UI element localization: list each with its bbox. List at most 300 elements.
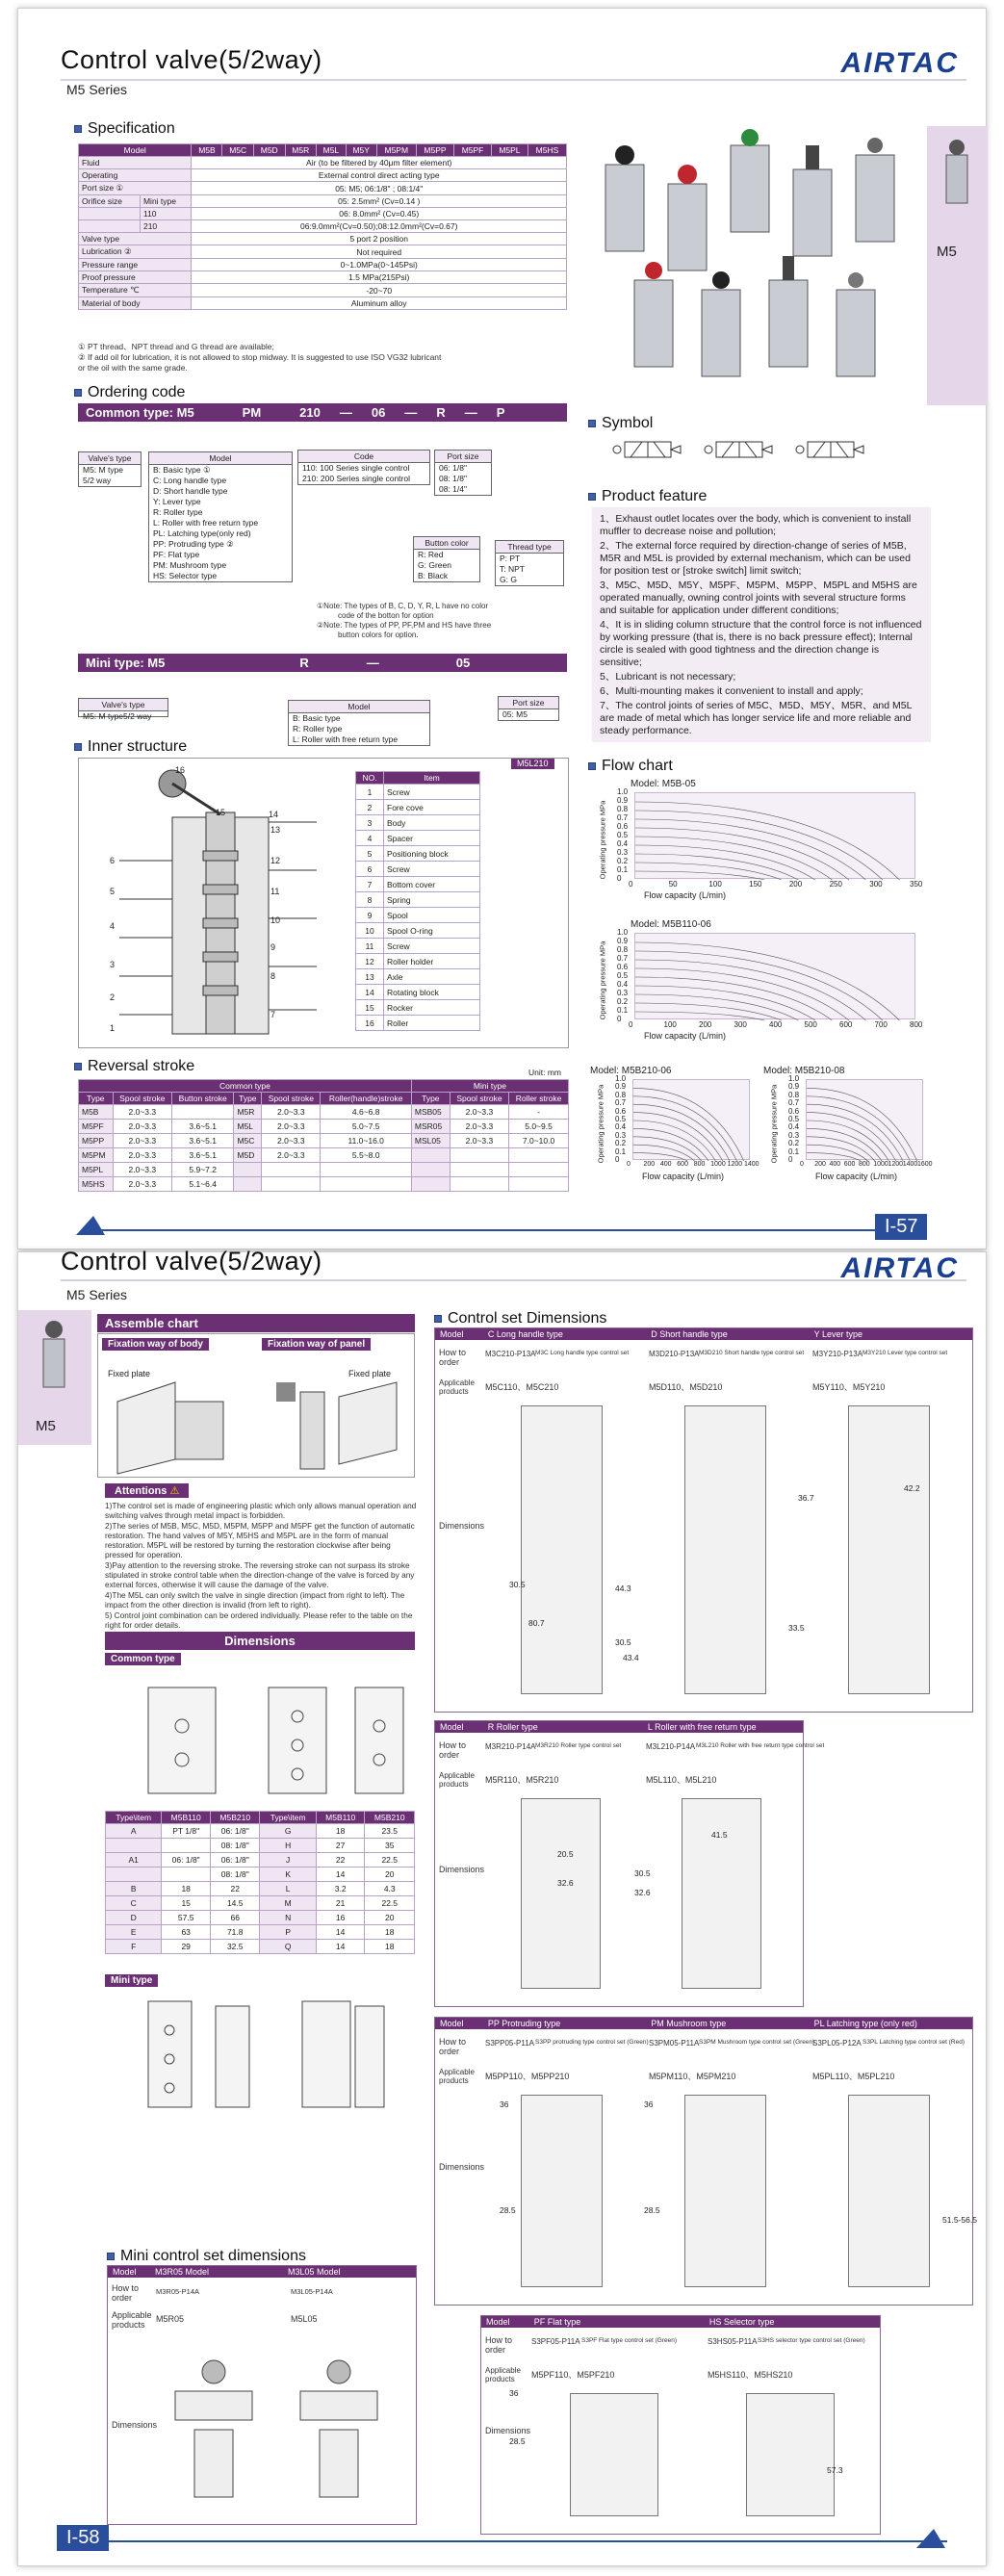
group-header (435, 1328, 972, 1340)
part-item: Fore cove (384, 800, 480, 815)
group-common: Common type (79, 1080, 412, 1093)
y-tick-label: 0.2 (788, 1139, 800, 1148)
reversal-header-cell: Roller(handle)stroke (321, 1093, 411, 1105)
x-tick-label: 300 (869, 880, 883, 889)
spec-row (79, 233, 567, 245)
x-tick-label: 500 (804, 1020, 817, 1029)
box-title: Button color (414, 537, 479, 550)
reversal-cell: M5D (234, 1148, 262, 1163)
part-no: 11 (356, 939, 384, 954)
y-tick-label: 0.5 (617, 971, 629, 980)
group-mini: Mini type (411, 1080, 568, 1093)
dim-cell: 63 (162, 1925, 211, 1940)
reversal-cell (262, 1177, 321, 1192)
dimension-drawing (521, 1405, 603, 1694)
order-type: M3C Long handle type control set (535, 1350, 630, 1356)
spec-header-cell: M5D (253, 144, 285, 157)
flow-chart-plot (806, 1079, 923, 1160)
dimension-value: 28.5 (509, 2436, 526, 2446)
pressure-curve (635, 819, 865, 880)
part-item: Roller holder (384, 954, 480, 969)
dimensions-label: Dimensions (439, 1865, 485, 1874)
dimension-drawing (746, 2393, 835, 2516)
dimension-drawing (682, 1798, 762, 1989)
x-tick-label: 300 (734, 1020, 747, 1029)
dim-cell: 71.8 (211, 1925, 260, 1940)
dim-cell: 22 (211, 1882, 260, 1896)
box-row: T: NPT (500, 564, 525, 574)
parts-row (356, 954, 480, 969)
product-photo (577, 126, 923, 405)
part-item: Spool (384, 908, 480, 923)
x-tick-label: 700 (874, 1020, 888, 1029)
pressure-curve (807, 1096, 910, 1161)
control-set-group (434, 1720, 825, 2007)
reversal-header-cell: Spool stroke (262, 1093, 321, 1105)
assemble-heading: Assemble chart (97, 1314, 415, 1332)
dim-cell: D (106, 1911, 162, 1925)
dim-cell: C (106, 1896, 162, 1911)
callout-number: 3 (110, 960, 116, 969)
part-no: 7 (356, 877, 384, 892)
x-tick-label: 800 (859, 1161, 870, 1168)
spec-heading: Specification (74, 120, 175, 138)
spec-header-cell: M5L (317, 144, 347, 157)
reversal-cell: 5.0~7.5 (321, 1120, 411, 1134)
reversal-cell: 4.6~6.8 (321, 1105, 411, 1120)
dimension-drawing (521, 1798, 602, 1989)
reversal-cell: M5HS (79, 1177, 114, 1192)
spec-row (79, 182, 567, 195)
reversal-header-row (79, 1093, 569, 1105)
dim-header-cell: M5B210 (365, 1812, 415, 1824)
applicable-label: Applicable products (439, 2068, 475, 2085)
dimension-value: 28.5 (500, 2205, 516, 2215)
symbol-heading: Symbol (588, 415, 653, 432)
reversal-cell: M5PL (79, 1163, 114, 1177)
parts-row (356, 985, 480, 1000)
spec-label: Pressure range (79, 259, 192, 271)
spec-label (79, 208, 141, 220)
port-size-box (434, 450, 492, 496)
parts-row (356, 908, 480, 923)
reversal-cell (321, 1163, 411, 1177)
dimension-value: 36 (644, 2099, 654, 2109)
part-no: 16 (356, 1016, 384, 1031)
x-tick-label: 200 (643, 1161, 656, 1168)
spec-value: Not required (192, 245, 567, 259)
reversal-cell: MSB05 (411, 1105, 450, 1120)
dim-cell: 32.5 (211, 1940, 260, 1954)
reversal-row (79, 1148, 569, 1163)
dimension-value: 30.5 (634, 1868, 651, 1878)
spec-sublabel: 110 (140, 208, 192, 220)
reversal-cell: M5PP (79, 1134, 114, 1148)
box-row: PL: Latching type(only red) (153, 528, 251, 538)
side-tab-label: M5 (937, 244, 957, 260)
dim-cell: 22.5 (365, 1896, 415, 1911)
dimensions-label: Dimensions (439, 1521, 485, 1531)
footer-rule (57, 2540, 947, 2542)
y-tick-label: 0 (788, 1155, 793, 1164)
section-bullet-icon (588, 420, 596, 427)
dimension-drawing (848, 1405, 930, 1694)
x-tick-label: 1400 (744, 1161, 759, 1168)
y-tick-label: 1.0 (615, 1074, 627, 1083)
mini-type-label: Mini type (105, 1974, 158, 1987)
y-tick-label: 0.1 (617, 865, 629, 874)
y-tick-label: 0.7 (788, 1098, 800, 1108)
y-tick-label: 0.9 (617, 796, 629, 805)
assembly-drawing (108, 1382, 406, 1474)
spec-row (79, 195, 567, 208)
dim-cell: F (106, 1940, 162, 1954)
common-type-bar: Common type: M5 PM 210 — 06 — R — P (78, 403, 567, 422)
box-row: 210: 200 Series single control (302, 474, 410, 483)
parts-row (356, 923, 480, 939)
spec-header-cell: M5PF (454, 144, 492, 157)
dimension-drawing (684, 1405, 766, 1694)
parts-row (356, 969, 480, 985)
dim-header-cell: M5B110 (316, 1812, 365, 1824)
spec-row (79, 169, 567, 182)
reversal-cell: M5PF (79, 1120, 114, 1134)
dim-cell: 22.5 (365, 1853, 415, 1868)
part-no: 9 (356, 908, 384, 923)
x-tick-label: 800 (693, 1161, 706, 1168)
y-tick-label: 1.0 (617, 928, 629, 937)
dim-cell: 23.5 (365, 1824, 415, 1839)
y-axis-label: Operating pressure MPa (596, 1084, 605, 1164)
common-type-drawing (110, 1668, 418, 1803)
spec-header-cell: M5PL (491, 144, 528, 157)
y-tick-label: 0.9 (615, 1082, 627, 1092)
order-code: M3R210-P14A (485, 1742, 536, 1751)
dim-row (106, 1853, 415, 1868)
model-label: Model (486, 2317, 510, 2327)
x-tick-label: 200 (788, 880, 803, 889)
reversal-group-row (79, 1080, 569, 1093)
dim-cell: 14 (316, 1868, 365, 1882)
order-type: M3L210 Roller with free return type control set (696, 1742, 825, 1749)
applicable-label: Applicable products (439, 1771, 475, 1789)
dim-cell: J (260, 1853, 316, 1868)
box-row: D: Short handle type (153, 486, 228, 496)
spec-value: 06:9.0mm²(Cv=0.50);08:12.0mm²(Cv=0.67) (192, 220, 567, 233)
y-tick-label: 0 (617, 1015, 622, 1023)
dimension-value: 33.5 (788, 1623, 805, 1633)
attention-item: 5) Control joint combination can be ordered individually. Please refer to the table on the right for order details. (105, 1610, 413, 1630)
pressure-curve (635, 811, 883, 880)
order-code: M3Y210-P13A (812, 1350, 863, 1358)
reversal-cell (234, 1177, 262, 1192)
parts-row (356, 862, 480, 877)
dimension-value: 36 (509, 2388, 519, 2398)
parts-row (356, 800, 480, 815)
ordering-heading: Ordering code (74, 384, 185, 401)
pressure-curve (807, 1137, 875, 1161)
y-tick-label: 0.5 (617, 831, 629, 839)
valve-cutaway-drawing (115, 764, 326, 1043)
feature-item: 6、Multi-mounting makes it convenient to install and apply; (600, 685, 863, 697)
pressure-curve (635, 845, 815, 880)
dim-cell: 18 (162, 1882, 211, 1896)
pressure-curve (635, 802, 899, 880)
spec-sublabel: 210 (140, 220, 192, 233)
pressure-curve (635, 854, 798, 880)
y-tick-label: 0.3 (615, 1130, 627, 1140)
y-tick-label: 0.9 (617, 937, 629, 945)
spec-value: 5 port 2 position (192, 233, 567, 245)
callout-number: 4 (110, 921, 116, 931)
mini-model-box: Model B: Basic type R: Roller type L: Roller with free return type (288, 700, 430, 746)
dim-cell: 20 (365, 1911, 415, 1925)
spec-header-cell: M5PM (376, 144, 416, 157)
callout-number: 6 (110, 856, 116, 865)
panel-name: L Roller with free return type (647, 1722, 757, 1732)
applicable-products: M5PM110、M5PM210 (649, 2072, 736, 2081)
order-type: M3R210 Roller type control set (535, 1742, 622, 1749)
pressure-curve (635, 942, 899, 1020)
dim-cell: 4.3 (365, 1882, 415, 1896)
spec-label: Temperature ℃ (79, 284, 192, 297)
model-label: Model (440, 1722, 464, 1732)
spec-row (79, 297, 567, 310)
fixed-plate-label: Fixed plate (108, 1369, 151, 1378)
order-code: M3L210-P14A (646, 1742, 696, 1751)
spec-header-cell: M5C (222, 144, 254, 157)
parts-table (355, 771, 480, 1031)
reversal-cell: 2.0~3.3 (113, 1148, 171, 1163)
dim-cell: 06: 1/8" (211, 1853, 260, 1868)
common-type-label: Common type (105, 1653, 181, 1665)
dim-cell: B (106, 1882, 162, 1896)
dim-cell: A (106, 1824, 162, 1839)
part-no: 12 (356, 954, 384, 969)
feature-item: 3、M5C、M5D、M5Y、M5PF、M5PM、M5PP、M5PL and M5HS are operated manually, owning control joints with several structure forms and suitable for application under different conditions; (600, 580, 917, 616)
mini-control-panel: Model M3R05 Model M3L05 Model How to order M3R05-P14A M3L05-P14A Applicable products M5R05 M5L05 Dimensions (107, 2265, 417, 2525)
attention-item: 1)The control set is made of engineering plastic which only allows manual operation and switching valves through metal impact is forbidden. (105, 1501, 417, 1520)
callout-number: 16 (175, 765, 186, 775)
y-tick-label: 0.4 (788, 1122, 800, 1132)
reversal-cell (234, 1163, 262, 1177)
reversal-header-cell: Type (411, 1093, 450, 1105)
pressure-curve (633, 1153, 687, 1161)
x-tick-label: 800 (910, 1020, 923, 1029)
parts-header-cell: Item (384, 772, 480, 785)
reversal-cell: 2.0~3.3 (262, 1134, 321, 1148)
flow-chart-plot (632, 1079, 750, 1160)
box-title: Thread type (496, 541, 563, 554)
spec-label: Fluid (79, 157, 192, 169)
attentions-heading: Attentions ⚠ (105, 1483, 189, 1498)
dim-cell: Q (260, 1940, 316, 1954)
pressure-curve (635, 977, 832, 1020)
spec-label: Proof pressure (79, 271, 192, 284)
valves-type-box: Valve's type M5: M type 5/2 way (78, 451, 142, 487)
part-no: 3 (356, 815, 384, 831)
dim-cell: 18 (316, 1824, 365, 1839)
x-tick-label: 1200 (727, 1161, 743, 1168)
spec-header-cell: M5B (192, 144, 222, 157)
part-no: 6 (356, 862, 384, 877)
callout-number: 12 (270, 856, 281, 865)
panel-name: PM Mushroom type (651, 2019, 727, 2028)
reversal-cell: 2.0~3.3 (113, 1120, 171, 1134)
x-tick-label: 600 (677, 1161, 688, 1168)
dim-cell: A1 (106, 1853, 162, 1868)
reversal-header-cell: Type (79, 1093, 114, 1105)
pressure-curve (635, 951, 883, 1020)
y-axis-label: Operating pressure MPa (769, 1084, 779, 1164)
order-type: S3PM Mushroom type control set (Green) (699, 2039, 815, 2046)
dimension-value: 43.4 (623, 1653, 639, 1662)
control-set-group (480, 2315, 881, 2535)
part-item: Positioning block (384, 846, 480, 862)
dim-cell: L (260, 1882, 316, 1896)
spec-value: 06: 8.0mm² (Cv=0.45) (192, 208, 567, 220)
y-tick-label: 0.8 (788, 1090, 800, 1099)
reversal-cell: 3.6~5.1 (171, 1148, 234, 1163)
reversal-cell: M5R (234, 1105, 262, 1120)
dimension-value: 57.3 (827, 2465, 843, 2475)
spec-row (79, 271, 567, 284)
order-code: M3D210-P13A (649, 1350, 700, 1358)
box-row: C: Long handle type (153, 476, 227, 485)
spec-header-cell: M5HS (528, 144, 566, 157)
y-axis-label: Operating pressure MPa (598, 800, 607, 880)
dim-cell: E (106, 1925, 162, 1940)
y-tick-label: 0.1 (788, 1146, 800, 1156)
page-number: I-58 (57, 2525, 109, 2551)
reversal-cell: 2.0~3.3 (113, 1177, 171, 1192)
y-tick-label: 0.3 (617, 989, 629, 997)
part-no: 15 (356, 1000, 384, 1016)
dim-cell (106, 1868, 162, 1882)
how-to-order-label: How to order (439, 2037, 467, 2056)
dim-cell: M (260, 1896, 316, 1911)
flow-chart-title: Model: M5B110-06 (631, 919, 711, 930)
order-code: S3PM05-P11A (649, 2039, 700, 2048)
panel-name: PL Latching type (only red) (813, 2019, 917, 2028)
feature-heading: Product feature (588, 488, 707, 505)
box-title: Model (149, 452, 292, 465)
dimensions-heading: Dimensions (105, 1632, 415, 1650)
applicable-products: M5L110、M5L210 (646, 1775, 717, 1785)
section-bullet-icon (588, 493, 596, 501)
parts-row (356, 815, 480, 831)
spec-label: Lubrication ② (79, 245, 192, 259)
callout-number: 15 (216, 808, 226, 817)
spec-value: 1.5 MPa(215Psi) (192, 271, 567, 284)
dim-cell: K (260, 1868, 316, 1882)
reversal-cell: 5.9~7.2 (171, 1163, 234, 1177)
reversal-cell: 3.6~5.1 (171, 1120, 234, 1134)
part-no: 8 (356, 892, 384, 908)
reversal-cell (509, 1177, 569, 1192)
reversal-row (79, 1134, 569, 1148)
dim-cell: 22 (316, 1853, 365, 1868)
reversal-row (79, 1163, 569, 1177)
side-tab-label: M5 (36, 1418, 56, 1434)
dimension-value: 36 (500, 2099, 509, 2109)
part-item: Rocker (384, 1000, 480, 1016)
spec-row (79, 208, 567, 220)
spec-value: 05: 2.5mm² (Cv=0.14 ) (192, 195, 567, 208)
section-bullet-icon (588, 762, 596, 770)
part-item: Screw (384, 862, 480, 877)
reversal-cell (171, 1105, 234, 1120)
x-tick-label: 0 (800, 1161, 804, 1168)
box-row: R: Roller type (153, 507, 203, 517)
reversal-cell: MSL05 (411, 1134, 450, 1148)
spec-value: Air (to be filtered by 40μm filter element) (192, 157, 567, 169)
mini-valves-type-box: Valve's type M5: M type5/2 way (78, 698, 168, 717)
pressure-curve (635, 960, 865, 1020)
x-tick-label: 0 (629, 1020, 633, 1029)
y-tick-label: 0.4 (617, 839, 629, 848)
part-item: Bottom cover (384, 877, 480, 892)
dimensions-label: Dimensions (485, 2426, 531, 2435)
catalog-page-58 (17, 1247, 987, 2566)
header-rule (61, 79, 966, 81)
applicable-label: Applicable products (439, 1378, 475, 1396)
reversal-row (79, 1120, 569, 1134)
callout-number: 7 (270, 1010, 276, 1019)
spec-row (79, 220, 567, 233)
reversal-cell: 2.0~3.3 (262, 1148, 321, 1163)
callout-number: 11 (270, 887, 280, 896)
x-tick-label: 600 (839, 1020, 853, 1029)
section-bullet-icon (107, 2253, 115, 2260)
pressure-curve (633, 1088, 744, 1161)
mini-port-box: Port size 05: M5 (498, 696, 559, 721)
parts-row (356, 831, 480, 846)
box-row: B: Black (418, 571, 449, 580)
parts-row (356, 1016, 480, 1031)
y-tick-label: 0.6 (617, 963, 629, 971)
y-tick-label: 0.2 (617, 857, 629, 865)
callout-number: 13 (270, 825, 281, 835)
flow-curves (807, 1080, 924, 1161)
parts-row (356, 939, 480, 954)
fix-panel-label: Fixation way of panel (262, 1338, 371, 1351)
y-tick-label: 1.0 (788, 1074, 800, 1083)
pressure-curve (807, 1153, 861, 1161)
feature-item: 5、Lubricant is not necessary; (600, 671, 736, 683)
model-label: Model (440, 2019, 464, 2028)
dim-header-cell: Type\item (106, 1812, 162, 1824)
dimension-value: 30.5 (615, 1637, 631, 1647)
callout-number: 1 (110, 1023, 116, 1033)
box-row: 06: 1/8" (439, 463, 468, 473)
mini-control-drawing (156, 2333, 406, 2516)
dim-cell: 06: 1/8" (162, 1853, 211, 1868)
y-tick-label: 0.6 (617, 822, 629, 831)
flow-chart-title: Model: M5B210-06 (590, 1066, 672, 1076)
y-tick-label: 0.8 (615, 1090, 627, 1099)
model-box (148, 451, 293, 582)
box-title: Code (298, 451, 429, 463)
y-tick-label: 0.3 (617, 848, 629, 857)
spec-label: Material of body (79, 297, 192, 310)
x-axis-label: Flow capacity (L/min) (644, 890, 727, 900)
dim-row (106, 1839, 415, 1853)
order-code: M3C210-P13A (485, 1350, 536, 1358)
x-tick-label: 100 (663, 1020, 677, 1029)
x-tick-label: 400 (659, 1161, 672, 1168)
box-row: P: PT (500, 554, 521, 563)
